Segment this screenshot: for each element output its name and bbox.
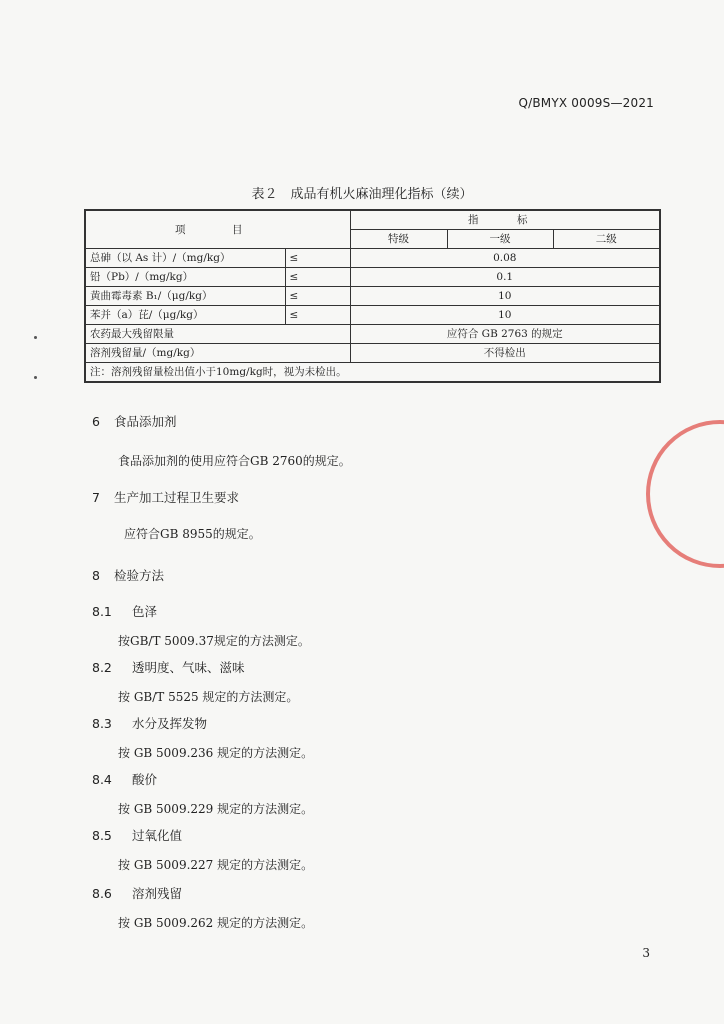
section-number: 6 [92,414,100,429]
subsection-text-8-4: 按 GB 5009.229 规定的方法测定。 [118,802,314,816]
section-title: 食品添加剂 [113,414,177,429]
subsection-title: 过氧化值 [131,828,182,843]
subsection-title: 酸价 [131,772,157,787]
row-item: 苯并（a）芘/（μg/kg） [85,306,285,325]
section-text-6: 食品添加剂的使用应符合GB 2760的规定。 [118,454,351,468]
subsection-number: 8.1 [92,604,112,619]
subsection-number: 8.4 [92,772,112,787]
subsection-text-8-6: 按 GB 5009.262 规定的方法测定。 [118,916,314,930]
subsection-number: 8.6 [92,886,112,901]
table-header-row [85,210,660,230]
grade-premium: 特级 [350,230,447,249]
table-row [85,325,660,344]
table-row [85,287,660,306]
subsection-number: 8.5 [92,828,112,843]
grade-second: 二级 [553,230,660,249]
subsection-text-8-3: 按 GB 5009.236 规定的方法测定。 [118,746,314,760]
subsection-heading-8-2 [92,658,245,676]
row-symbol: ≤ [285,306,350,325]
row-item: 黄曲霉毒素 B₁/（μg/kg） [85,287,285,306]
subsection-title: 透明度、气味、滋味 [131,660,245,675]
subsection-number: 8.3 [92,716,112,731]
red-seal-stamp [646,420,724,568]
table-caption: 表２ 成品有机火麻油理化指标（续） [251,187,473,202]
subsection-text-8-5: 按 GB 5009.227 规定的方法测定。 [118,858,314,872]
row-item: 溶剂残留量/（mg/kg） [85,344,350,363]
subsection-heading-8-5 [92,826,182,844]
table-row [85,306,660,325]
page-number: 3 [642,946,650,960]
table-note-row [85,363,660,383]
row-value: 应符合 GB 2763 的规定 [350,325,660,344]
table-note: 注：溶剂残留量检出值小于10mg/kg时，视为未检出。 [85,363,660,383]
section-title: 检验方法 [113,568,164,583]
row-value: 0.1 [350,268,660,287]
section-heading-8 [92,566,164,584]
row-symbol: ≤ [285,249,350,268]
row-item: 铅（Pb）/（mg/kg） [85,268,285,287]
document-code: Q/BMYX 0009S—2021 [518,96,654,110]
subsection-heading-8-4 [92,770,157,788]
row-symbol: ≤ [285,268,350,287]
subsection-text-8-1: 按GB/T 5009.37规定的方法测定。 [118,634,310,648]
subsection-heading-8-3 [92,714,207,732]
section-number: 7 [92,490,100,505]
row-value: 0.08 [350,249,660,268]
physicochemical-table [84,209,661,383]
section-text-7: 应符合GB 8955的规定。 [124,527,261,541]
row-item: 农药最大残留限量 [85,325,350,344]
scan-dot [34,336,37,339]
header-item: 项 目 [85,210,350,249]
subsection-heading-8-1 [92,602,157,620]
header-indicator: 指 标 [350,210,660,230]
subsection-heading-8-6 [92,884,182,902]
row-value: 不得检出 [350,344,660,363]
subsection-title: 色泽 [131,604,157,619]
grade-first: 一级 [447,230,553,249]
row-item: 总砷（以 As 计）/（mg/kg） [85,249,285,268]
row-value: 10 [350,306,660,325]
subsection-number: 8.2 [92,660,112,675]
row-symbol: ≤ [285,287,350,306]
section-number: 8 [92,568,100,583]
table-row [85,249,660,268]
scan-dot [34,376,37,379]
section-title: 生产加工过程卫生要求 [113,490,239,505]
table-row [85,268,660,287]
table-row [85,344,660,363]
subsection-text-8-2: 按 GB/T 5525 规定的方法测定。 [118,690,299,704]
subsection-title: 溶剂残留 [131,886,182,901]
section-heading-6 [92,412,177,430]
row-value: 10 [350,287,660,306]
section-heading-7 [92,488,239,506]
subsection-title: 水分及挥发物 [131,716,207,731]
